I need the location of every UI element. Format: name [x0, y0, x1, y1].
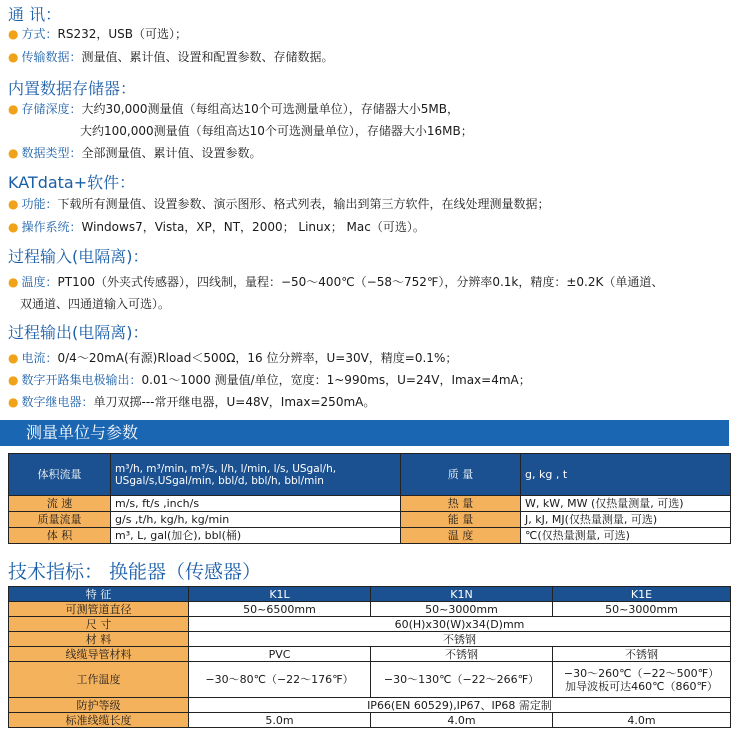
- spec-head-k1e: K1E: [553, 587, 731, 602]
- units-label: 体积流量: [9, 454, 111, 496]
- process-out-oc-label: 数字开路集电极输出：: [21, 373, 142, 387]
- spec-label: 标准线缆长度: [9, 713, 189, 728]
- units-value: g, kg , t: [521, 454, 731, 496]
- units-value: W, kW, MW (仅热量测量, 可选): [521, 496, 731, 512]
- spec-temp-k1e-line1: −30～260℃（−22～500℉）: [563, 666, 720, 680]
- spec-value: 50~3000mm: [553, 602, 731, 617]
- spec-label: 线缆导管材料: [9, 647, 189, 662]
- table-row: [9, 454, 731, 496]
- software-os-text: Windows7，Vista，XP，NT，2000； Linux； Mac（可选）。: [81, 220, 425, 234]
- units-label: 温 度: [401, 528, 521, 544]
- spec-value: 50~3000mm: [371, 602, 553, 617]
- comm-method-text: RS232，USB（可选）；: [57, 27, 187, 41]
- spec-value: PVC: [189, 647, 371, 662]
- comm-title: 通 讯：: [8, 5, 62, 24]
- storage-type-label: 数据类型：: [21, 146, 82, 160]
- spec-value: 不锈钢: [189, 632, 731, 647]
- software-func-label: 功能：: [21, 197, 58, 211]
- spec-label: 尺 寸: [9, 617, 189, 632]
- bullet-icon: ●: [8, 146, 19, 160]
- spec-title: 技术指标： 换能器（传感器）: [8, 561, 262, 583]
- process-out-oc-text: 0.01～1000 测量值/单位，宽度：1~990ms，U=24V，Imax=4mA；: [141, 373, 531, 387]
- table-row: [9, 496, 731, 512]
- spec-label: 材 料: [9, 632, 189, 647]
- software-func-text: 下载所有测量值、设置参数、演示图形、格式列表，输出到第三方软件，在线处理测量数据；: [57, 197, 550, 211]
- bullet-icon: ●: [8, 351, 19, 365]
- spec-value: 5.0m: [189, 713, 371, 728]
- software-title: KATdata+软件：: [8, 173, 136, 192]
- spec-label: 防护等级: [9, 698, 189, 713]
- storage-type: [8, 145, 262, 161]
- units-label: 质 量: [401, 454, 521, 496]
- process-out-current-label: 电流：: [21, 351, 58, 365]
- spec-head-feature: 特 征: [9, 587, 189, 602]
- bullet-icon: ●: [8, 220, 19, 234]
- units-value: m/s, ft/s ,inch/s: [111, 496, 401, 512]
- units-value: m³, L, gal(加仑), bbl(桶): [111, 528, 401, 544]
- table-row: [9, 512, 731, 528]
- comm-trans-text: 测量值、累计值、设置和配置参数、存储数据。: [81, 50, 334, 64]
- spec-head-k1n: K1N: [371, 587, 553, 602]
- spec-value: 50~6500mm: [189, 602, 371, 617]
- bullet-icon: ●: [8, 395, 19, 409]
- software-func: [8, 196, 550, 212]
- process-out-current-text: 0/4～20mA(有源)Rload＜500Ω，16 位分辨率，U=30V，精度=0.1%；: [57, 351, 458, 365]
- units-value: J, kJ, MJ(仅热量测量, 可选): [521, 512, 731, 528]
- table-row: [9, 602, 731, 617]
- spec-value: [553, 662, 731, 698]
- bullet-icon: ●: [8, 27, 19, 41]
- storage-type-text: 全部测量值、累计值、设置参数。: [81, 146, 262, 160]
- storage-depth-label: 存储深度：: [21, 102, 82, 116]
- software-os: [8, 219, 425, 235]
- process-in-temp-label: 温度：: [21, 275, 58, 289]
- spec-label: 可测管道直径: [9, 602, 189, 617]
- spec-label: 工作温度: [9, 662, 189, 698]
- table-row: [9, 647, 731, 662]
- units-value: m³/h, m³/min, m³/s, l/h, l/min, l/s, USgal/h, USgal/s,USgal/min, bbl/d, bbl/h, bbl/min: [111, 454, 401, 496]
- units-table: [8, 453, 731, 544]
- table-row: [9, 698, 731, 713]
- process-out-relay-text: 单刀双掷---常开继电器，U=48V，Imax=250mA。: [93, 395, 376, 409]
- units-label: 体 积: [9, 528, 111, 544]
- spec-value: −30～130℃（−22～266℉）: [371, 662, 553, 698]
- bullet-icon: ●: [8, 50, 19, 64]
- table-row: [9, 528, 731, 544]
- bullet-icon: ●: [8, 102, 19, 116]
- spec-value: 不锈钢: [553, 647, 731, 662]
- comm-method-label: 方式：: [21, 27, 58, 41]
- process-out-relay-label: 数字继电器：: [21, 395, 94, 409]
- process-out-current: [8, 350, 457, 366]
- spec-value: 不锈钢: [371, 647, 553, 662]
- spec-value: IP66(EN 60529),IP67、IP68 需定制: [189, 698, 731, 713]
- process-in-temp: [8, 274, 663, 290]
- spec-value: 4.0m: [371, 713, 553, 728]
- units-label: 质量流量: [9, 512, 111, 528]
- units-label: 热 量: [401, 496, 521, 512]
- process-in-temp-text1: PT100（外夹式传感器），四线制，量程：−50～400℃（−58～752℉），分辨率0.1k，精度：±0.2K（单通道、: [57, 275, 664, 289]
- process-in-title: 过程输入(电隔离)：: [8, 247, 149, 266]
- storage-depth-text2: 大约100,000测量值（每组高达10个可选测量单位），存储器大小16MB；: [80, 124, 473, 138]
- spec-value: 60(H)x30(W)x34(D)mm: [189, 617, 731, 632]
- units-banner: 测量单位与参数: [0, 420, 729, 446]
- table-row: [9, 587, 731, 602]
- spec-head-k1l: K1L: [189, 587, 371, 602]
- bullet-icon: ●: [8, 197, 19, 211]
- table-row: [9, 617, 731, 632]
- table-row: [9, 662, 731, 698]
- process-in-temp-text2: 双通道、四通道输入可选）。: [20, 297, 171, 311]
- bullet-icon: ●: [8, 373, 19, 387]
- software-os-label: 操作系统：: [21, 220, 82, 234]
- storage-title: 内置数据存储器：: [8, 79, 137, 98]
- spec-table: [8, 586, 731, 728]
- process-out-relay: [8, 394, 375, 410]
- storage-depth-text1: 大约30,000测量值（每组高达10个可选测量单位），存储器大小5MB，: [81, 102, 459, 116]
- units-label: 流 速: [9, 496, 111, 512]
- units-value: g/s ,t/h, kg/h, kg/min: [111, 512, 401, 528]
- table-row: [9, 713, 731, 728]
- spec-value: 4.0m: [553, 713, 731, 728]
- comm-method: [8, 26, 187, 42]
- process-out-oc: [8, 372, 531, 388]
- comm-trans-label: 传输数据：: [21, 50, 82, 64]
- process-out-title: 过程输出(电隔离)：: [8, 323, 149, 342]
- spec-value: −30～80℃（−22～176℉）: [189, 662, 371, 698]
- units-label: 能 量: [401, 512, 521, 528]
- bullet-icon: ●: [8, 275, 19, 289]
- units-value: ℃(仅热量测量, 可选): [521, 528, 731, 544]
- spec-temp-k1e-line2: 加导波板可达460℃（860℉）: [565, 679, 718, 693]
- storage-depth: [8, 101, 459, 117]
- comm-trans: [8, 49, 334, 65]
- table-row: [9, 632, 731, 647]
